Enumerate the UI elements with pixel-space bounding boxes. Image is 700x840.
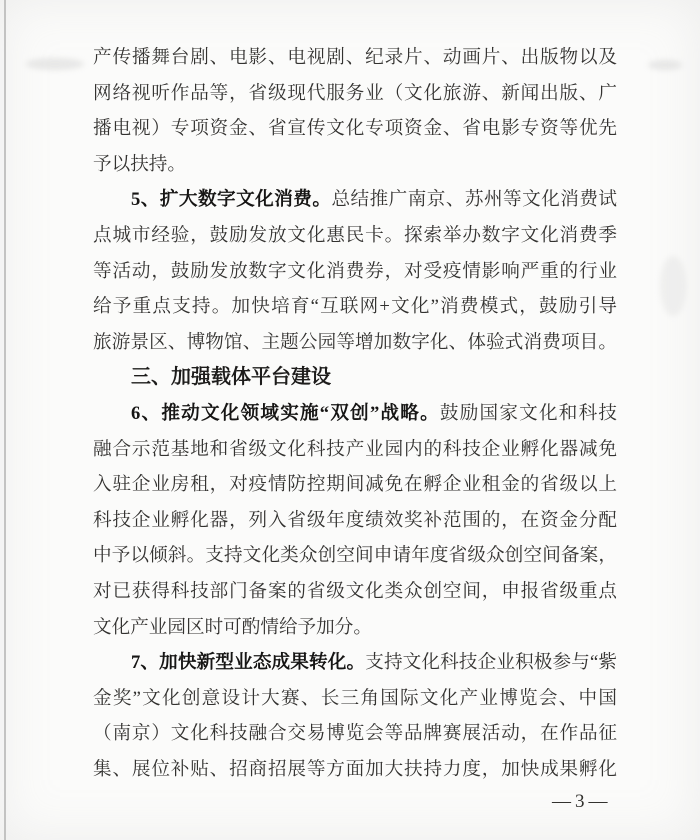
- section-heading: 三、加强载体平台建设: [131, 366, 331, 389]
- text-line: 科技企业孵化器，列入省级年度绩效奖补范围的，在资金分配: [93, 509, 617, 531]
- document-content: [93, 40, 617, 787]
- text-line: 集、展位补贴、招商招展等方面加大扶持力度，加快成果孵化: [93, 758, 617, 780]
- scan-smudge: [660, 256, 686, 316]
- text-line: 金奖”文化创意设计大赛、长三角国际文化产业博览会、中国: [93, 687, 617, 709]
- text-line: 产传播舞台剧、电影、电视剧、纪录片、动画片、出版物以及: [93, 47, 617, 68]
- scan-smudge: [26, 58, 84, 70]
- text-line-item-7: [93, 645, 617, 681]
- text-line: 等活动，鼓励发放数字文化消费券，对受疫情影响严重的行业: [93, 260, 617, 282]
- text-line: 予以扶持。: [93, 153, 186, 175]
- item-6-body-start: 鼓励国家文化和科技: [439, 402, 617, 424]
- text-line: 入驻企业房租，对疫情防控期间减免在孵企业租金的省级以上: [93, 474, 617, 496]
- text-line: 融合示范基地和省级文化科技产业园内的科技企业孵化器减免: [93, 438, 617, 460]
- page-number: —3—: [552, 791, 612, 812]
- item-5-title: 5、扩大数字文化消费。: [131, 189, 332, 211]
- page-left-edge-line: [4, 0, 6, 840]
- scan-smudge: [648, 60, 682, 70]
- text-line-item-5: [93, 182, 617, 218]
- text-line-item-6: [93, 396, 617, 432]
- item-7-title: 7、加快新型业态成果转化。: [131, 652, 366, 674]
- item-5-body-start: 总结推广南京、苏州等文化消费试: [331, 189, 617, 211]
- text-line: 网络视听作品等，省级现代服务业（文化旅游、新闻出版、广: [93, 82, 617, 104]
- text-line: 对已获得科技部门备案的省级文化类众创空间，申报省级重点: [93, 580, 617, 602]
- text-line: 播电视）专项资金、省宣传文化专项资金、省电影专资等优先: [93, 118, 617, 140]
- text-line: 点城市经验，鼓励发放文化惠民卡。探索举办数字文化消费季: [93, 224, 617, 246]
- text-line: （南京）文化科技融合交易博览会等品牌赛展活动，在作品征: [93, 723, 617, 745]
- item-7-body-start: 支持文化科技企业积极参与“紫: [365, 652, 617, 674]
- item-6-title: 6、推动文化领域实施“双创”战略。: [131, 402, 440, 424]
- text-line: 中予以倾斜。支持文化类众创空间申请年度省级众创空间备案，: [93, 545, 617, 567]
- text-line: 旅游景区、博物馆、主题公园等增加数字化、体验式消费项目。: [93, 331, 617, 353]
- text-line: 给予重点支持。加快培育“互联网+文化”消费模式，鼓励引导: [93, 296, 617, 318]
- text-line: 文化产业园区时可酌情给予加分。: [93, 616, 372, 638]
